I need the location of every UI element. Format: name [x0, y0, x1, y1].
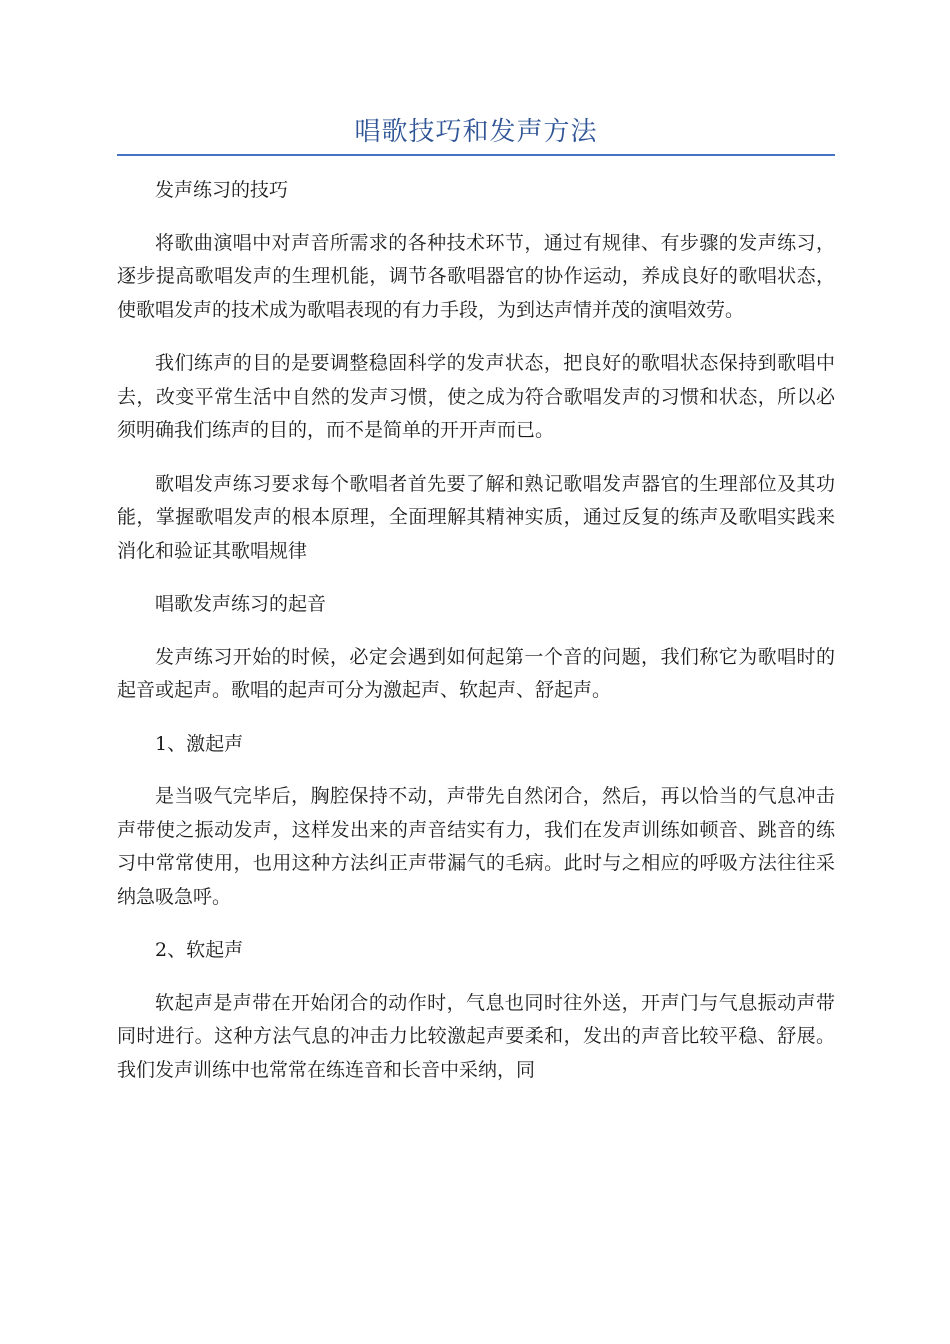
body-paragraph: 将歌曲演唱中对声音所需求的各种技术环节，通过有规律、有步骤的发声练习，逐步提高歌唱发声的生理机能，调节各歌唱器官的协作运动，养成良好的歌唱状态，使歌唱发声的技术成为歌唱表现的有力手段，为到达声情并茂的演唱效劳。 — [117, 231, 835, 321]
section-heading: 唱歌发声练习的起音 — [155, 593, 327, 615]
body-paragraph: 发声练习开始的时候，必定会遇到如何起第一个音的问题，我们称它为歌唱时的起音或起声。歌唱的起声可分为激起声、软起声、舒起声。 — [117, 645, 835, 701]
document-body — [117, 174, 835, 1087]
subsection-heading: 2、软起声 — [155, 939, 244, 961]
document-page — [117, 112, 835, 1107]
document-title: 唱歌技巧和发声方法 — [354, 117, 598, 147]
body-paragraph: 软起声是声带在开始闭合的动作时，气息也同时往外送，开声门与气息振动声带同时进行。这种方法气息的冲击力比较激起声要柔和，发出的声音比较平稳、舒展。我们发声训练中也常常在练连音和长音中采纳，同 — [117, 991, 835, 1081]
section-heading: 发声练习的技巧 — [155, 179, 289, 201]
subsection-heading: 1、激起声 — [155, 732, 244, 755]
body-paragraph: 是当吸气完毕后，胸腔保持不动，声带先自然闭合，然后，再以恰当的气息冲击声带使之振动发声，这样发出来的声音结实有力，我们在发声训练如顿音、跳音的练习中常常使用，也用这种方法纠正声带漏气的毛病。此时与之相应的呼吸方法往往采纳急吸急呼。 — [117, 785, 835, 908]
body-paragraph: 我们练声的目的是要调整稳固科学的发声状态，把良好的歌唱状态保持到歌唱中去，改变平常生活中自然的发声习惯，使之成为符合歌唱发声的习惯和状态，所以必须明确我们练声的目的，而不是简单的开开声而已。 — [117, 352, 835, 441]
title-underline — [117, 154, 835, 156]
body-paragraph: 歌唱发声练习要求每个歌唱者首先要了解和熟记歌唱发声器官的生理部位及其功能，掌握歌唱发声的根本原理，全面理解其精神实质，通过反复的练声及歌唱实践来消化和验证其歌唱规律 — [117, 472, 835, 562]
